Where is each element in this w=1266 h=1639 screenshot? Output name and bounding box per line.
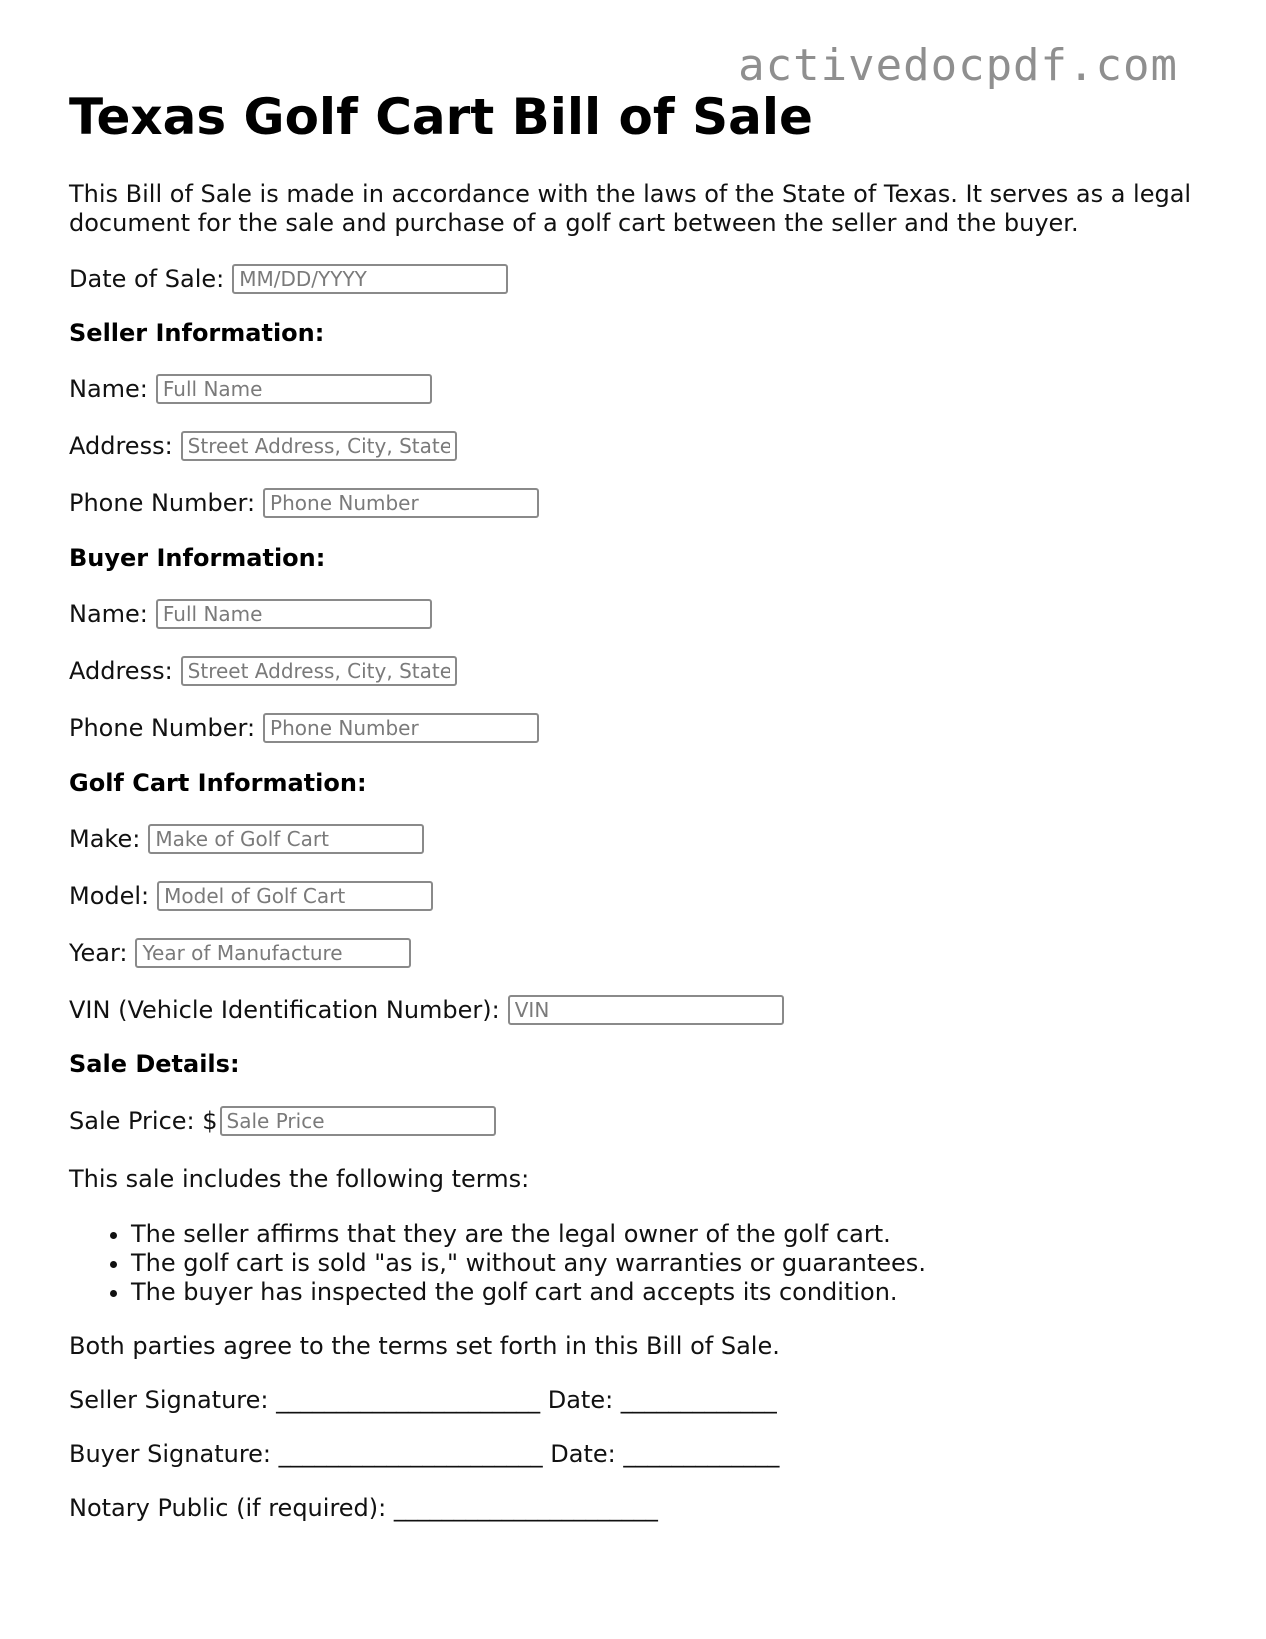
seller-phone-input[interactable] — [263, 488, 539, 518]
seller-address-row — [69, 429, 457, 463]
term-item: • The golf cart is sold "as is," without any warranties or guarantees. — [131, 1249, 926, 1278]
cart-make-input[interactable] — [148, 824, 424, 854]
cart-model-label: Model: — [69, 882, 150, 910]
seller-name-label: Name: — [69, 375, 148, 403]
cart-vin-row — [69, 993, 784, 1027]
sale-details-heading: Sale Details: — [69, 1050, 240, 1078]
cart-vin-label: VIN (Vehicle Identification Number): — [69, 996, 500, 1024]
buyer-phone-input[interactable] — [263, 713, 539, 743]
sale-price-label: Sale Price: $ — [69, 1107, 218, 1135]
buyer-phone-row — [69, 711, 539, 745]
intro-paragraph: This Bill of Sale is made in accordance with the laws of the State of Texas. It serves as a legal document for the sale and purchase of a golf cart between the seller and the buyer. — [69, 180, 1192, 237]
date-of-sale-input[interactable] — [232, 264, 508, 294]
cart-year-label: Year: — [69, 939, 128, 967]
seller-phone-row — [69, 486, 539, 520]
buyer-name-row — [69, 597, 432, 631]
seller-section-heading: Seller Information: — [69, 319, 325, 347]
seller-signature-line: Seller Signature: ______________________ Date: _____________ — [69, 1386, 777, 1414]
terms-list — [69, 1220, 926, 1307]
notary-signature-line: Notary Public (if required): ______________________ — [69, 1494, 658, 1522]
terms-intro: This sale includes the following terms: — [69, 1165, 530, 1193]
sale-price-input[interactable] — [220, 1106, 496, 1136]
cart-year-row — [69, 936, 411, 970]
seller-name-input[interactable] — [156, 374, 432, 404]
buyer-address-label: Address: — [69, 657, 173, 685]
cart-make-label: Make: — [69, 825, 141, 853]
cart-vin-input[interactable] — [508, 995, 784, 1025]
seller-address-label: Address: — [69, 432, 173, 460]
watermark: activedocpdf.com — [738, 40, 1178, 91]
buyer-address-row — [69, 654, 457, 688]
term-item: • The buyer has inspected the golf cart and accepts its condition. — [131, 1278, 926, 1307]
sale-price-row — [69, 1104, 496, 1138]
buyer-phone-label: Phone Number: — [69, 714, 256, 742]
document-title: Texas Golf Cart Bill of Sale — [69, 88, 813, 146]
buyer-signature-line: Buyer Signature: ______________________ Date: _____________ — [69, 1440, 780, 1468]
term-item: • The seller affirms that they are the legal owner of the golf cart. — [131, 1220, 926, 1249]
seller-name-row — [69, 372, 432, 406]
seller-address-input[interactable] — [181, 431, 457, 461]
golf-cart-section-heading: Golf Cart Information: — [69, 769, 367, 797]
date-of-sale-row — [69, 262, 508, 296]
buyer-address-input[interactable] — [181, 656, 457, 686]
seller-phone-label: Phone Number: — [69, 489, 256, 517]
buyer-section-heading: Buyer Information: — [69, 544, 326, 572]
cart-model-row — [69, 879, 433, 913]
cart-year-input[interactable] — [135, 938, 411, 968]
agreement-statement: Both parties agree to the terms set forth in this Bill of Sale. — [69, 1332, 780, 1360]
buyer-name-input[interactable] — [156, 599, 432, 629]
date-of-sale-label: Date of Sale: — [69, 265, 225, 293]
cart-make-row — [69, 822, 424, 856]
buyer-name-label: Name: — [69, 600, 148, 628]
cart-model-input[interactable] — [157, 881, 433, 911]
